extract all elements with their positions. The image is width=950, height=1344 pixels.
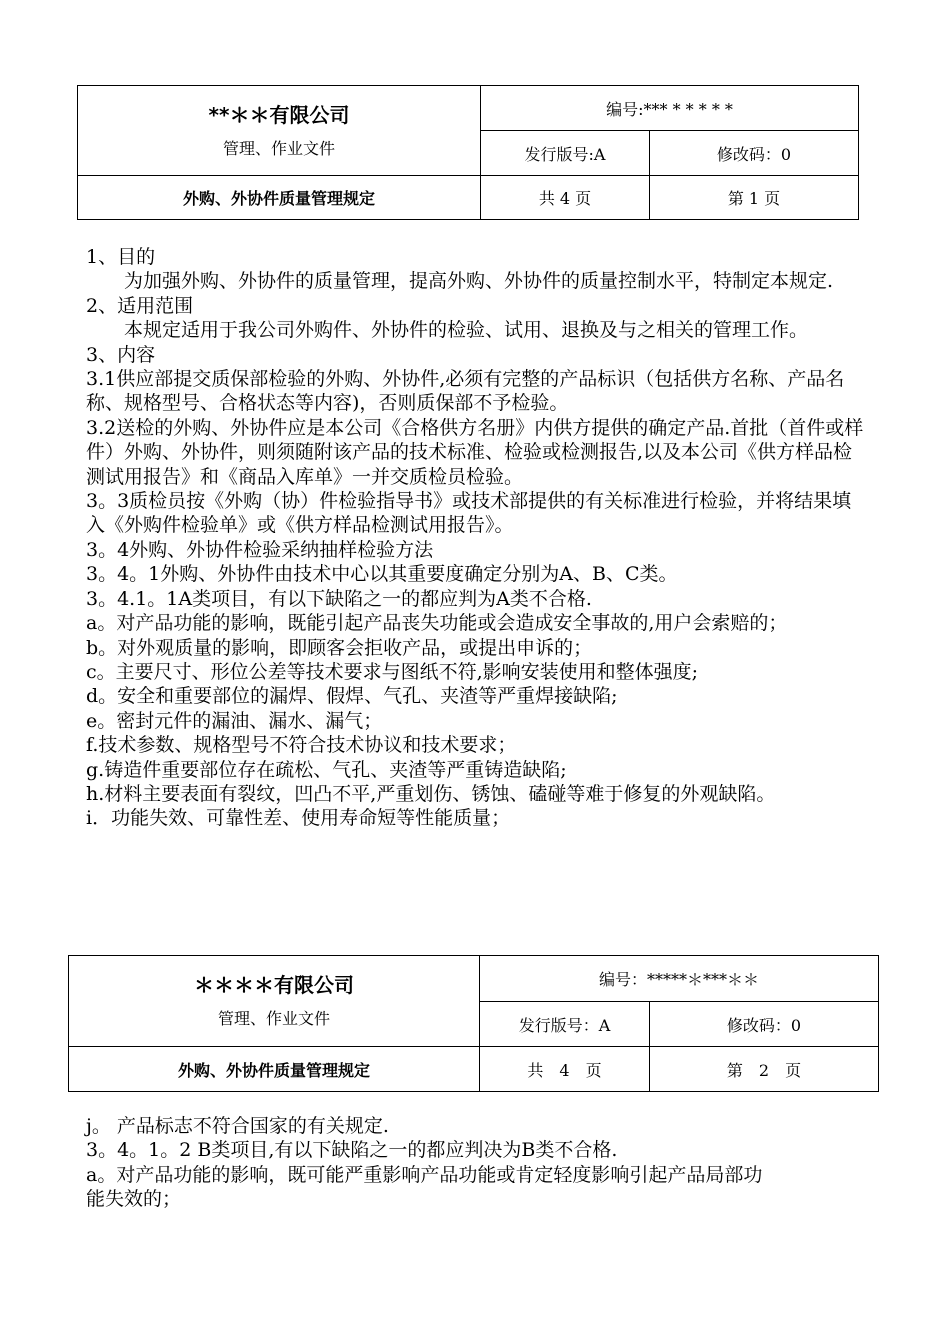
- list-item: h.材料主要表面有裂纹，凹凸不平,严重划伤、锈蚀、磕碰等难于修复的外观缺陷。: [86, 782, 776, 805]
- total-pages: 共 4 页: [480, 1047, 650, 1092]
- company-name: **＊＊有限公司: [208, 102, 350, 127]
- document-header-page1: [77, 85, 859, 220]
- paragraph: 3。4。1外购、外协件由技术中心以其重要度确定分别为A、B、C类。: [86, 563, 678, 586]
- list-item: j。 产品标志不符合国家的有关规定.: [86, 1115, 389, 1137]
- total-pages: 共 4 页: [481, 176, 650, 220]
- list-item: i．功能失效、可靠性差、使用寿命短等性能质量；: [86, 807, 511, 830]
- page1-body: [86, 245, 866, 831]
- paragraph: 3.1供应部提交质保部检验的外购、外协件,必须有完整的产品标识（包括供方名称、产品名称、规格型号、合格状态等内容)，否则质保部不予检验。: [86, 368, 845, 415]
- company-cell: [69, 956, 480, 1047]
- document-title: 外购、外协件质量管理规定: [69, 1047, 480, 1092]
- paragraph: 3。3质检员按《外购（协）件检验指导书》或技术部提供的有关标准进行检验，并将结果填入《外购件检验单》或《供方样品检测试用报告》。: [86, 490, 852, 537]
- list-item: 能失效的；: [86, 1188, 182, 1211]
- page-number: 第 1 页: [650, 176, 859, 220]
- list-item: a。对产品功能的影响，既能引起产品丧失功能或会造成安全事故的,用户会索赔的；: [86, 612, 788, 635]
- release-version: 发行版号:A: [481, 131, 650, 176]
- document-type: 管理、作业文件: [217, 1009, 330, 1028]
- paragraph: 3。4.1。1A类项目，有以下缺陷之一的都应判为A类不合格.: [86, 587, 592, 610]
- page2-body: [86, 1114, 866, 1212]
- list-item: d。安全和重要部位的漏焊、假焊、气孔、夹渣等严重焊接缺陷;: [86, 685, 618, 708]
- list-item: b。对外观质量的影响，即顾客会拒收产品，或提出申诉的；: [86, 636, 593, 659]
- section-heading: 1、目的: [86, 246, 156, 268]
- page-number: 第 2 页: [650, 1047, 879, 1092]
- company-name: ＊＊＊＊有限公司: [194, 973, 354, 997]
- document-type: 管理、作业文件: [222, 138, 335, 158]
- document-number: 编号:*** * * * * *: [481, 86, 859, 131]
- section-heading: 2、适用范围: [86, 294, 194, 317]
- paragraph: 本规定适用于我公司外购件、外协件的检验、试用、退换及与之相关的管理工作。: [124, 319, 809, 342]
- list-item: g.铸造件重要部位存在疏松、气孔、夹渣等严重铸造缺陷;: [86, 758, 567, 781]
- revision-code: 修改码：0: [650, 1002, 879, 1047]
- document-title: 外购、外协件质量管理规定: [78, 176, 481, 220]
- list-item: c。主要尺寸、形位公差等技术要求与图纸不符,影响安装使用和整体强度;: [86, 660, 699, 683]
- paragraph: 3.2送检的外购、外协件应是本公司《合格供方名册》内供方提供的确定产品.首批（首件或样件）外购、外协件，则须随附该产品的技术标准、检验或检测报告,以及本公司《供方样品检测试用报告》和《商品入库单》一并交质检员检验。: [86, 416, 864, 488]
- paragraph: 为加强外购、外协件的质量管理，提高外购、外协件的质量控制水平，特制定本规定.: [124, 270, 834, 293]
- section-heading: 3、内容: [86, 343, 156, 366]
- list-item: f.技术参数、规格型号不符合技术协议和技术要求；: [86, 734, 517, 757]
- release-version: 发行版号：A: [480, 1002, 650, 1047]
- paragraph: 3。4外购、外协件检验采纳抽样检验方法: [86, 538, 434, 561]
- list-item: a。对产品功能的影响，既可能严重影响产品功能或肯定轻度影响引起产品局部功: [86, 1163, 763, 1186]
- list-item: e。密封元件的漏油、漏水、漏气；: [86, 709, 383, 732]
- paragraph: 3。4。1。2 B类项目,有以下缺陷之一的都应判决为B类不合格.: [86, 1139, 618, 1162]
- company-cell: [78, 86, 481, 176]
- revision-code: 修改码：0: [650, 131, 859, 176]
- document-header-page2: [68, 955, 879, 1092]
- document-number: 编号：*****＊***＊＊: [480, 956, 879, 1002]
